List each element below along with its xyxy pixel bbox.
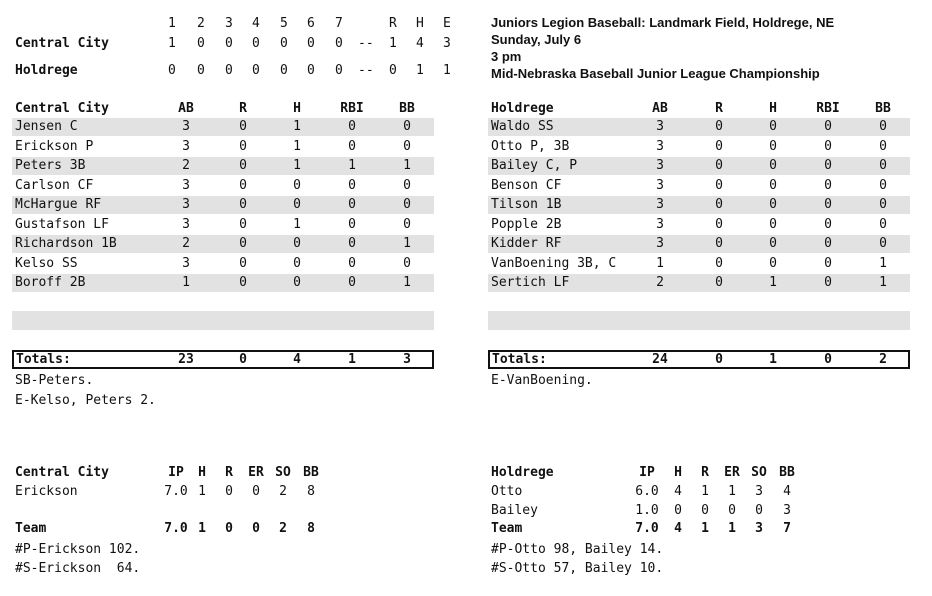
runs-total: 0 <box>389 63 397 78</box>
player-stat: 0 <box>403 255 411 271</box>
empty-row <box>488 311 910 330</box>
inning-score: 0 <box>307 36 315 51</box>
pitcher-stat: 1 <box>701 484 709 499</box>
player-name: Benson CF <box>491 177 562 193</box>
player-name: Sertich LF <box>491 275 570 290</box>
player-stat: 0 <box>715 236 723 251</box>
runs-total: 1 <box>389 36 397 51</box>
player-stat: 0 <box>403 177 411 193</box>
pitching-team-stat: 7.0 <box>164 521 188 536</box>
player-stat: 0 <box>715 275 723 290</box>
batting-stat-header: R <box>239 101 247 116</box>
player-name: Kelso SS <box>15 255 78 271</box>
player-stat: 0 <box>824 255 832 271</box>
batting-row <box>12 177 434 195</box>
pitching-stat-header: IP <box>639 465 655 480</box>
game-date: Sunday, July 6 <box>491 32 582 47</box>
empty-row <box>12 311 434 330</box>
player-stat: 3 <box>656 177 664 193</box>
errors-total: 1 <box>443 63 451 78</box>
batting-row <box>12 274 434 292</box>
inning-score: 0 <box>197 36 205 51</box>
batting-row <box>12 118 434 136</box>
pitcher-stat: 0 <box>252 484 260 499</box>
pitcher-stat: 0 <box>701 503 709 518</box>
player-stat: 0 <box>715 177 723 193</box>
player-stat: 3 <box>182 138 190 154</box>
pitching-team-stat: 0 <box>252 521 260 536</box>
game-title: Juniors Legion Baseball: Landmark Field, Holdrege, NE <box>491 15 835 30</box>
player-stat: 3 <box>182 216 190 232</box>
player-stat: 0 <box>769 216 777 232</box>
player-stat: 1 <box>182 275 190 290</box>
player-name: Peters 3B <box>15 158 86 173</box>
batting-note: E-Kelso, Peters 2. <box>15 393 156 408</box>
linescore-team-name: Central City <box>15 36 109 51</box>
pitching-stat-header: R <box>225 465 233 480</box>
player-stat: 3 <box>656 197 664 212</box>
player-stat: 0 <box>239 177 247 193</box>
pitching-note: #S-Otto 57, Bailey 10. <box>491 561 664 576</box>
pitching-team-stat: 1 <box>198 521 206 536</box>
player-name: Tilson 1B <box>491 197 562 212</box>
batting-row <box>12 157 434 175</box>
player-stat: 0 <box>824 158 832 173</box>
inning-score: 0 <box>280 63 288 78</box>
batting-team-header: Central City <box>15 101 109 116</box>
player-stat: 1 <box>403 236 411 251</box>
player-stat: 0 <box>348 119 356 134</box>
player-name: Otto P, 3B <box>491 138 570 154</box>
inning-header: 3 <box>225 16 233 31</box>
player-stat: 0 <box>769 177 777 193</box>
linescore-separator: -- <box>358 36 374 51</box>
inning-header: 6 <box>307 16 315 31</box>
totals-stat: 23 <box>178 352 194 367</box>
batting-stat-header: RBI <box>816 101 840 116</box>
pitcher-name: Otto <box>491 484 523 499</box>
player-stat: 0 <box>348 216 356 232</box>
totals-stat: 0 <box>239 352 247 367</box>
player-name: Jensen C <box>15 119 78 134</box>
player-stat: 0 <box>239 216 247 232</box>
player-stat: 0 <box>403 216 411 232</box>
pitcher-stat: 0 <box>755 503 763 518</box>
pitching-note: #P-Erickson 102. <box>15 542 141 557</box>
player-stat: 0 <box>239 197 247 212</box>
pitching-stat-header: SO <box>751 465 767 480</box>
pitcher-stat: 3 <box>783 503 791 518</box>
totals-stat: 0 <box>715 352 723 367</box>
player-stat: 0 <box>879 177 887 193</box>
batting-row <box>12 138 434 156</box>
player-name: Bailey C, P <box>491 158 578 173</box>
game-time: 3 pm <box>491 49 522 64</box>
pitching-stat-header: H <box>198 465 206 480</box>
batting-row <box>12 235 434 253</box>
player-stat: 0 <box>879 119 887 134</box>
player-stat: 3 <box>656 236 664 251</box>
player-stat: 1 <box>403 158 411 173</box>
player-stat: 0 <box>824 197 832 212</box>
batting-team-header: Holdrege <box>491 101 554 116</box>
inning-score: 0 <box>197 63 205 78</box>
batting-row <box>488 177 910 195</box>
player-stat: 1 <box>769 275 777 290</box>
pitching-team-stat: 3 <box>755 521 763 536</box>
pitching-stat-header: ER <box>724 465 740 480</box>
pitching-stat-header: R <box>701 465 709 480</box>
pitching-team-stat: 7 <box>783 521 791 536</box>
batting-stat-header: R <box>715 101 723 116</box>
inning-header: 7 <box>335 16 343 31</box>
pitcher-stat: 1.0 <box>635 503 659 518</box>
player-name: Carlson CF <box>15 177 94 193</box>
inning-score: 0 <box>252 36 260 51</box>
player-stat: 1 <box>656 255 664 271</box>
player-stat: 0 <box>239 158 247 173</box>
player-stat: 0 <box>715 197 723 212</box>
player-stat: 0 <box>403 138 411 154</box>
pitcher-stat: 0 <box>728 503 736 518</box>
player-name: Gustafson LF <box>15 216 109 232</box>
runs-header: R <box>389 16 397 31</box>
player-stat: 3 <box>656 216 664 232</box>
pitching-team-stat: 7.0 <box>635 521 659 536</box>
player-name: VanBoening 3B, C <box>491 255 617 271</box>
batting-row <box>488 157 910 175</box>
player-stat: 1 <box>879 255 887 271</box>
pitching-team-label: Team <box>15 521 47 536</box>
linescore-separator: -- <box>358 63 374 78</box>
batting-row <box>488 196 910 214</box>
batting-row <box>12 196 434 214</box>
player-stat: 0 <box>715 158 723 173</box>
game-event: Mid-Nebraska Baseball Junior League Championship <box>491 66 820 81</box>
totals-row <box>12 350 434 369</box>
player-stat: 1 <box>293 119 301 134</box>
pitching-team-stat: 1 <box>701 521 709 536</box>
batting-note: E-VanBoening. <box>491 373 593 388</box>
pitching-stat-header: H <box>674 465 682 480</box>
player-stat: 0 <box>769 138 777 154</box>
linescore-team-name: Holdrege <box>15 63 78 78</box>
player-stat: 2 <box>182 236 190 251</box>
batting-stat-header: RBI <box>340 101 364 116</box>
batting-note: SB-Peters. <box>15 373 94 388</box>
pitching-team-stat: 4 <box>674 521 682 536</box>
player-stat: 0 <box>239 138 247 154</box>
player-stat: 1 <box>403 275 411 290</box>
player-stat: 0 <box>769 255 777 271</box>
pitcher-stat: 7.0 <box>164 484 188 499</box>
player-stat: 0 <box>879 158 887 173</box>
inning-score: 0 <box>252 63 260 78</box>
player-stat: 0 <box>769 236 777 251</box>
player-stat: 0 <box>239 119 247 134</box>
player-stat: 3 <box>656 119 664 134</box>
player-stat: 0 <box>824 138 832 154</box>
player-stat: 0 <box>824 177 832 193</box>
batting-stat-header: H <box>769 101 777 116</box>
inning-header: 2 <box>197 16 205 31</box>
player-stat: 0 <box>239 275 247 290</box>
inning-score: 0 <box>307 63 315 78</box>
totals-stat: 3 <box>403 352 411 367</box>
batting-row <box>12 255 434 273</box>
pitching-team-header: Central City <box>15 465 109 480</box>
player-stat: 1 <box>348 158 356 173</box>
inning-score: 0 <box>335 63 343 78</box>
pitcher-stat: 1 <box>198 484 206 499</box>
player-stat: 1 <box>293 216 301 232</box>
batting-row <box>488 216 910 234</box>
batting-row <box>488 138 910 156</box>
player-stat: 0 <box>293 197 301 212</box>
pitcher-name: Erickson <box>15 484 78 499</box>
inning-score: 0 <box>335 36 343 51</box>
player-stat: 0 <box>769 197 777 212</box>
player-stat: 0 <box>348 255 356 271</box>
inning-header: 4 <box>252 16 260 31</box>
pitcher-stat: 1 <box>728 484 736 499</box>
player-stat: 0 <box>293 255 301 271</box>
player-stat: 0 <box>824 236 832 251</box>
player-stat: 0 <box>879 197 887 212</box>
player-stat: 0 <box>715 255 723 271</box>
pitcher-stat: 0 <box>225 484 233 499</box>
player-stat: 3 <box>182 119 190 134</box>
hits-header: H <box>416 16 424 31</box>
player-name: Boroff 2B <box>15 275 86 290</box>
player-stat: 0 <box>879 236 887 251</box>
batting-stat-header: AB <box>652 101 668 116</box>
totals-stat: 1 <box>348 352 356 367</box>
player-name: McHargue RF <box>15 197 102 212</box>
player-stat: 0 <box>293 275 301 290</box>
player-stat: 2 <box>656 275 664 290</box>
player-stat: 0 <box>879 216 887 232</box>
batting-stat-header: BB <box>875 101 891 116</box>
pitching-team-stat: 8 <box>307 521 315 536</box>
batting-row <box>488 118 910 136</box>
player-name: Popple 2B <box>491 216 562 232</box>
pitcher-stat: 0 <box>674 503 682 518</box>
inning-header: 5 <box>280 16 288 31</box>
player-stat: 3 <box>182 197 190 212</box>
totals-label: Totals: <box>16 352 71 367</box>
inning-score: 0 <box>168 63 176 78</box>
player-stat: 2 <box>182 158 190 173</box>
pitcher-stat: 3 <box>755 484 763 499</box>
pitcher-stat: 4 <box>674 484 682 499</box>
inning-score: 1 <box>168 36 176 51</box>
player-stat: 0 <box>403 119 411 134</box>
player-stat: 0 <box>239 236 247 251</box>
batting-row <box>12 216 434 234</box>
player-stat: 0 <box>348 138 356 154</box>
player-name: Richardson 1B <box>15 236 117 251</box>
pitching-note: #P-Otto 98, Bailey 14. <box>491 542 664 557</box>
batting-stat-header: BB <box>399 101 415 116</box>
pitching-stat-header: BB <box>303 465 319 480</box>
hits-total: 1 <box>416 63 424 78</box>
totals-stat: 2 <box>879 352 887 367</box>
errors-header: E <box>443 16 451 31</box>
player-stat: 3 <box>656 158 664 173</box>
batting-row <box>488 255 910 273</box>
inning-score: 0 <box>225 63 233 78</box>
pitching-stat-header: BB <box>779 465 795 480</box>
player-stat: 1 <box>293 158 301 173</box>
player-stat: 0 <box>239 255 247 271</box>
player-stat: 0 <box>348 197 356 212</box>
batting-row <box>488 235 910 253</box>
player-stat: 0 <box>715 119 723 134</box>
batting-stat-header: AB <box>178 101 194 116</box>
player-stat: 3 <box>182 255 190 271</box>
pitcher-name: Bailey <box>491 503 538 518</box>
batting-row <box>488 274 910 292</box>
player-stat: 0 <box>348 236 356 251</box>
pitching-team-header: Holdrege <box>491 465 554 480</box>
pitcher-stat: 4 <box>783 484 791 499</box>
hits-total: 4 <box>416 36 424 51</box>
totals-label: Totals: <box>492 352 547 367</box>
player-stat: 1 <box>293 138 301 154</box>
pitching-team-label: Team <box>491 521 523 536</box>
player-stat: 3 <box>182 177 190 193</box>
batting-stat-header: H <box>293 101 301 116</box>
player-stat: 1 <box>879 275 887 290</box>
player-name: Kidder RF <box>491 236 562 251</box>
player-stat: 0 <box>715 216 723 232</box>
inning-score: 0 <box>280 36 288 51</box>
player-stat: 0 <box>769 119 777 134</box>
player-stat: 0 <box>348 177 356 193</box>
totals-stat: 0 <box>824 352 832 367</box>
pitching-stat-header: SO <box>275 465 291 480</box>
player-stat: 0 <box>824 216 832 232</box>
player-stat: 0 <box>348 275 356 290</box>
player-stat: 0 <box>293 177 301 193</box>
pitching-stat-header: ER <box>248 465 264 480</box>
totals-stat: 24 <box>652 352 668 367</box>
pitcher-stat: 6.0 <box>635 484 659 499</box>
player-stat: 0 <box>403 197 411 212</box>
errors-total: 3 <box>443 36 451 51</box>
player-stat: 0 <box>824 119 832 134</box>
totals-stat: 4 <box>293 352 301 367</box>
player-stat: 0 <box>824 275 832 290</box>
pitcher-stat: 2 <box>279 484 287 499</box>
pitching-stat-header: IP <box>168 465 184 480</box>
player-name: Waldo SS <box>491 119 554 134</box>
player-stat: 0 <box>769 158 777 173</box>
inning-score: 0 <box>225 36 233 51</box>
pitching-team-stat: 2 <box>279 521 287 536</box>
pitching-team-stat: 0 <box>225 521 233 536</box>
pitching-team-stat: 1 <box>728 521 736 536</box>
inning-header: 1 <box>168 16 176 31</box>
pitching-note: #S-Erickson 64. <box>15 561 141 576</box>
player-name: Erickson P <box>15 138 94 154</box>
player-stat: 0 <box>879 138 887 154</box>
totals-row <box>488 350 910 369</box>
pitcher-stat: 8 <box>307 484 315 499</box>
player-stat: 3 <box>656 138 664 154</box>
player-stat: 0 <box>715 138 723 154</box>
totals-stat: 1 <box>769 352 777 367</box>
player-stat: 0 <box>293 236 301 251</box>
